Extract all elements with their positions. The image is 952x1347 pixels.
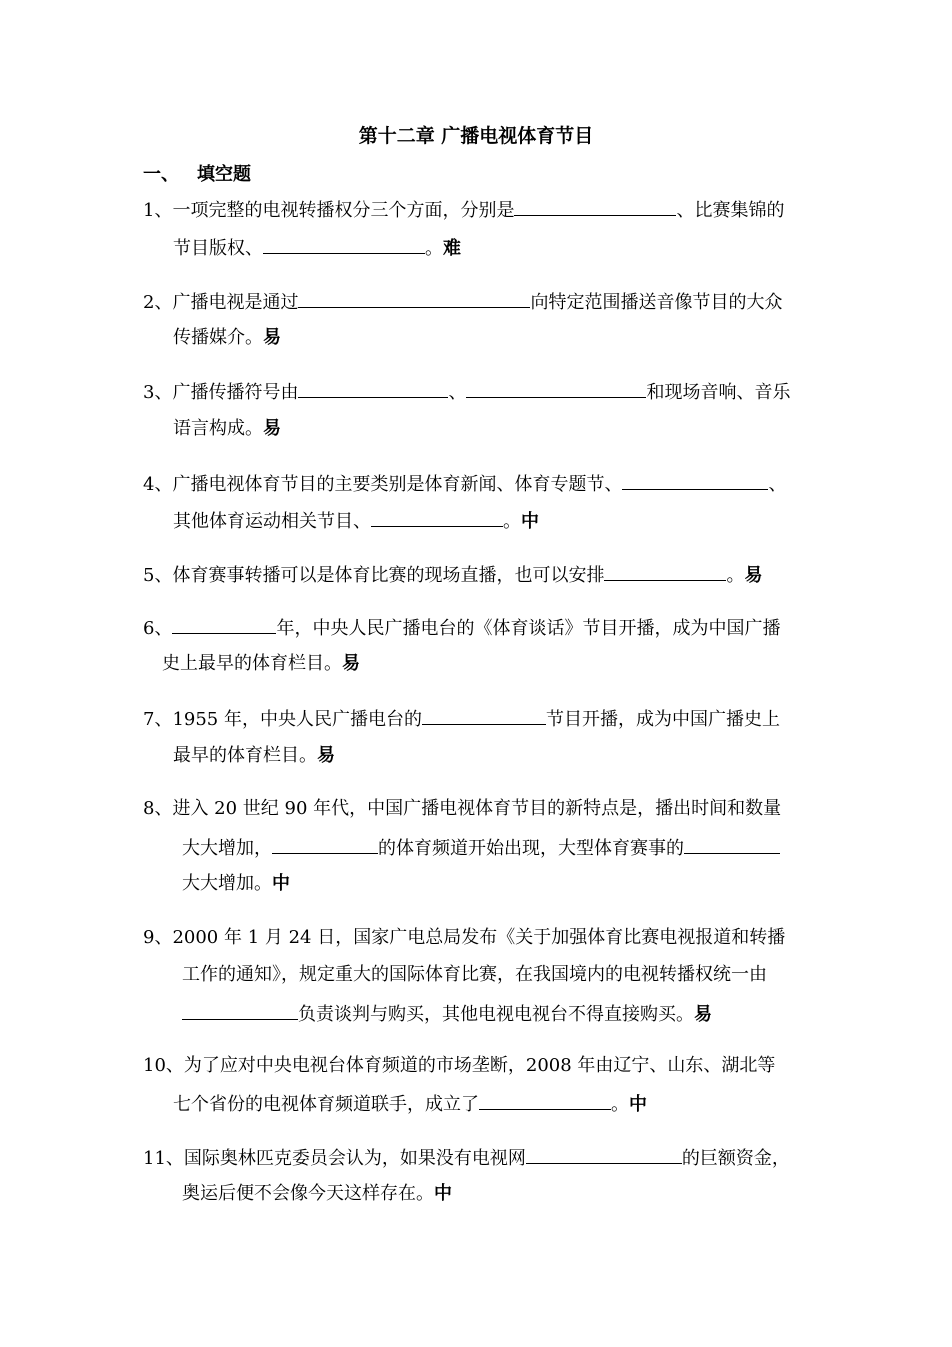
answer-blank[interactable] [466,379,646,398]
question-8-line-2: 大大增加， 的体育频道开始出现，大型体育赛事的 [182,835,780,861]
chapter-title: 第十二章 广播电视体育节目 [358,125,594,147]
question-6-line-1: 6、 年，中央人民广播电台的《体育谈话》节目开播，成为中国广播 [143,615,780,641]
difficulty-label: 中 [434,1183,452,1204]
answer-blank[interactable] [514,197,676,216]
answer-blank[interactable] [298,379,448,398]
answer-blank[interactable] [263,235,425,254]
answer-blank[interactable] [684,835,780,854]
difficulty-label: 易 [694,1004,712,1025]
question-10-line-2: 七个省份的电视体育频道联手，成立了 。中 [173,1091,647,1117]
question-11-line-2: 奥运后便不会像今天这样存在。中 [182,1183,452,1204]
section-heading [143,160,251,186]
answer-blank[interactable] [172,615,276,634]
question-6-line-2: 史上最早的体育栏目。易 [162,653,360,674]
question-9-line-2: 工作的通知》，规定重大的国际体育比赛，在我国境内的电视转播权统一由 [182,964,767,985]
difficulty-label: 中 [521,511,539,532]
answer-blank[interactable] [272,835,378,854]
question-2-line-2: 传播媒介。易 [173,327,281,348]
question-3-line-2: 语言构成。易 [173,418,281,439]
answer-blank[interactable] [622,471,768,490]
question-1-line-2: 节目版权、 。难 [173,235,461,261]
question-1-line-1: 1、一项完整的电视转播权分三个方面，分别是 、比赛集锦的 [143,197,784,223]
answer-blank[interactable] [526,1145,682,1164]
answer-blank[interactable] [479,1091,611,1110]
question-7-line-1: 7、1955 年，中央人民广播电台的 节目开播，成为中国广播史上 [143,706,780,732]
difficulty-label: 易 [744,565,763,586]
difficulty-label: 易 [263,327,281,348]
section-label: 填空题 [197,164,251,185]
question-8-line-1: 8、进入 20 世纪 90 年代，中国广播电视体育节目的新特点是，播出时间和数量 [143,798,782,819]
question-4-line-2: 其他体育运动相关节目、 。中 [173,508,539,534]
difficulty-label: 中 [629,1094,647,1115]
question-11-line-1: 11、国际奥林匹克委员会认为，如果没有电视网 的巨额资金， [143,1145,790,1171]
answer-blank[interactable] [604,562,726,581]
question-4-line-1: 4、广播电视体育节目的主要类别是体育新闻、体育专题节、 、 [143,471,786,497]
question-9-line-3: 负责谈判与购买，其他电视电视台不得直接购买。易 [182,1001,712,1027]
question-2-line-1: 2、广播电视是通过 向特定范围播送音像节目的大众 [143,289,782,315]
answer-blank[interactable] [371,508,503,527]
question-7-line-2: 最早的体育栏目。易 [173,745,335,766]
difficulty-label: 易 [317,745,335,766]
question-5-line-1: 5、体育赛事转播可以是体育比赛的现场直播，也可以安排 。易 [143,562,762,588]
difficulty-label: 难 [443,238,461,259]
question-10-line-1: 10、为了应对中央电视台体育频道的市场垄断，2008 年由辽宁、山东、湖北等 [143,1055,776,1076]
section-number: 一、 [143,164,179,185]
answer-blank[interactable] [182,1001,298,1020]
answer-blank[interactable] [298,289,530,308]
answer-blank[interactable] [422,706,546,725]
difficulty-label: 易 [342,653,360,674]
question-9-line-1: 9、2000 年 1 月 24 日，国家广电总局发布《关于加强体育比赛电视报道和转播 [143,927,786,948]
difficulty-label: 易 [263,418,281,439]
question-3-line-1: 3、广播传播符号由 、 和现场音响、音乐 [143,379,790,405]
difficulty-label: 中 [272,873,290,894]
question-8-line-3: 大大增加。中 [182,873,290,894]
